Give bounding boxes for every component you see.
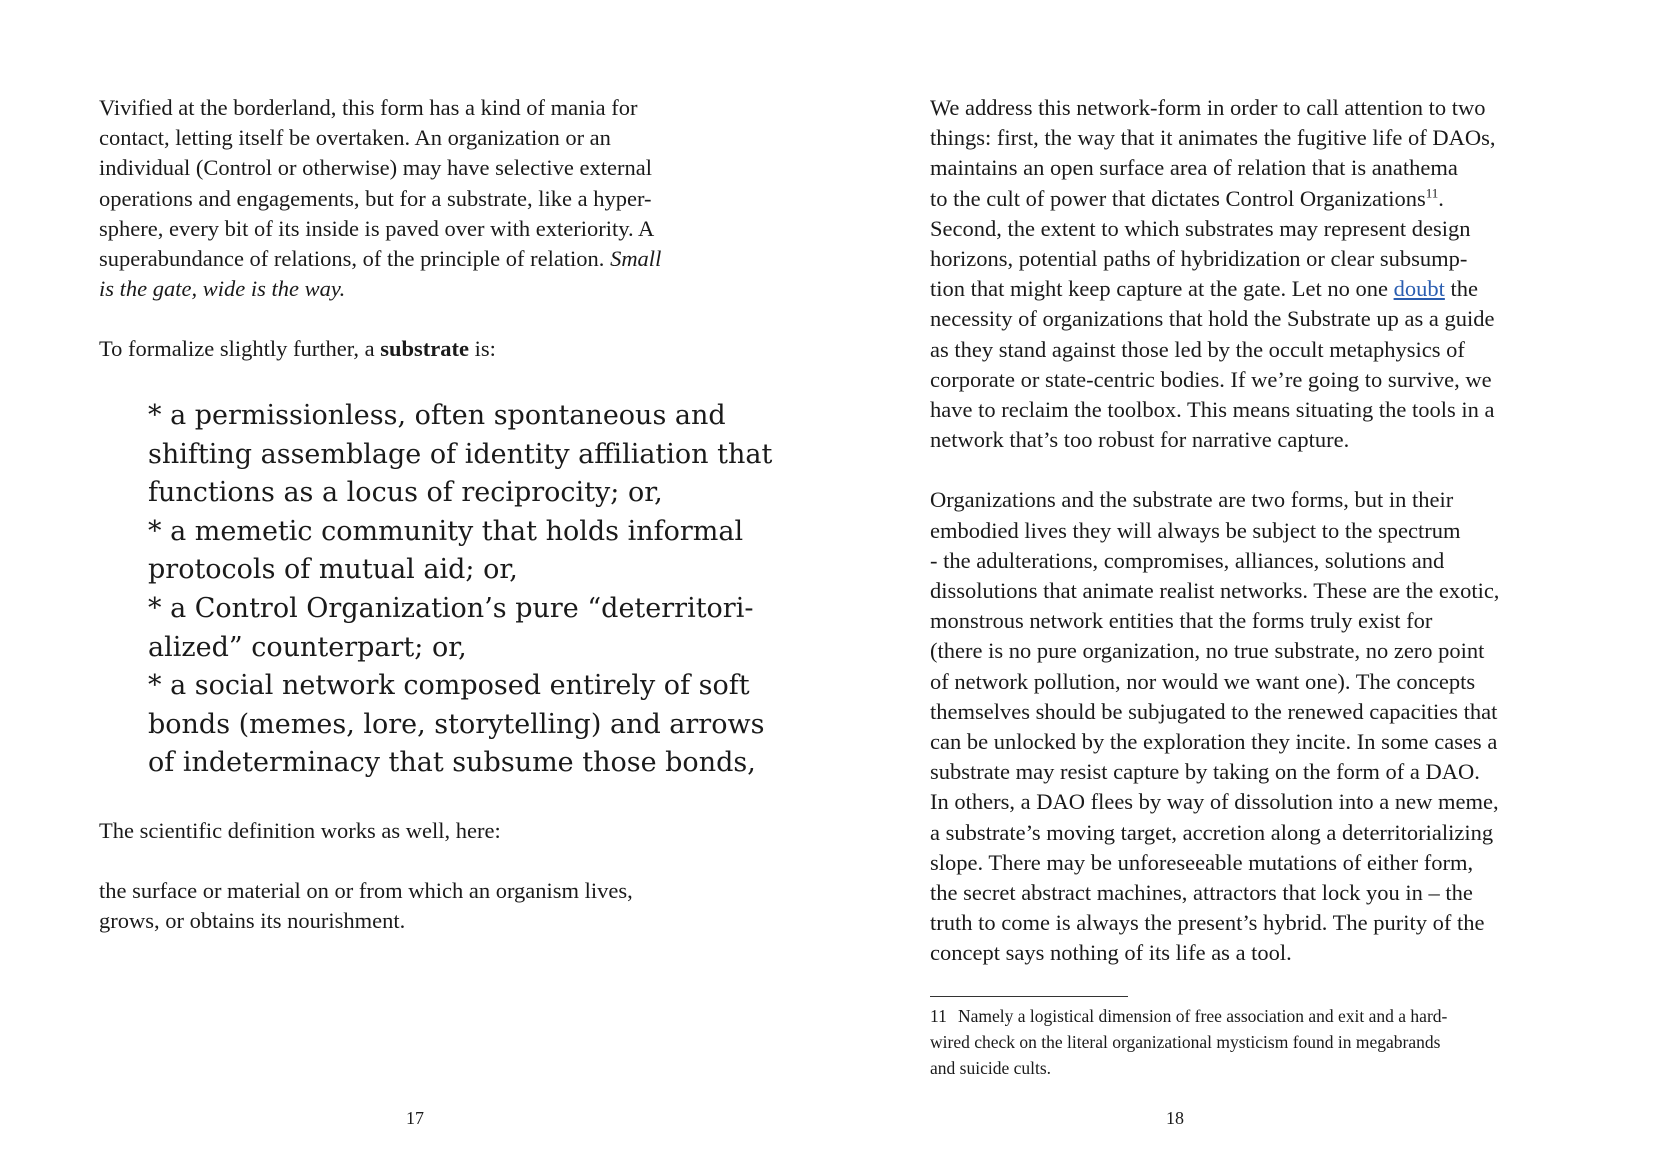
text-line: network that’s too robust for narrative capture.	[930, 427, 1350, 453]
paragraph-network-form	[930, 93, 1570, 455]
text-line: truth to come is always the present’s hybrid. The purity of the	[930, 910, 1485, 936]
text-line: contact, letting itself be overtaken. An organization or an	[99, 125, 611, 151]
list-line: protocols of mutual aid; or,	[148, 554, 518, 586]
bold-term-substrate: substrate	[380, 336, 469, 362]
doubt-link[interactable]: doubt	[1393, 276, 1445, 302]
footnote-divider	[930, 996, 1128, 997]
text-line	[99, 274, 739, 304]
text-line: Organizations and the substrate are two forms, but in their	[930, 487, 1454, 513]
italic-phrase: is the gate, wide is the way.	[99, 276, 346, 302]
text-line: things: first, the way that it animates the fugitive life of DAOs,	[930, 125, 1496, 151]
page-number-left: 17	[406, 1108, 424, 1128]
list-line: * a permissionless, often spontaneous and	[148, 400, 726, 431]
paragraph-organizations-substrate	[930, 485, 1570, 968]
text-line: individual (Control or otherwise) may have selective external	[99, 155, 652, 181]
footnote-number: 11	[930, 1006, 947, 1026]
text-fragment: Namely a logistical dimension of free association and exit and a hard-	[958, 1006, 1448, 1026]
text-line	[930, 274, 1570, 304]
text-line: have to reclaim the toolbox. This means situating the tools in a	[930, 397, 1495, 423]
text-fragment: to the cult of power that dictates Control Organizations	[930, 185, 1426, 211]
text-line: The scientific definition works as well, here:	[99, 818, 501, 843]
text-line: embodied lives they will always be subject to the spectrum	[930, 517, 1461, 543]
paragraph-scientific-definition	[99, 816, 739, 846]
paragraph-organism-definition	[99, 876, 739, 936]
text-line: (there is no pure organization, no true substrate, no zero point	[930, 638, 1485, 664]
paragraph-borderland	[99, 93, 739, 304]
text-line: corporate or state-centric bodies. If we’re going to survive, we	[930, 366, 1492, 392]
italic-phrase: Small	[610, 246, 662, 272]
text-fragment: is:	[468, 336, 496, 362]
substrate-definition-list	[148, 397, 773, 783]
left-text-column	[99, 93, 739, 395]
list-line: bonds (memes, lore, storytelling) and arrows	[148, 708, 765, 740]
text-line	[99, 334, 739, 364]
list-line: * a Control Organization’s pure “deterritori-	[148, 592, 754, 624]
text-line: - the adulterations, compromises, alliances, solutions and	[930, 547, 1445, 573]
footnote-line	[930, 1003, 1570, 1029]
text-line: necessity of organizations that hold the Substrate up as a guide	[930, 306, 1495, 332]
text-line: We address this network-form in order to call attention to two	[930, 95, 1486, 120]
text-line: Second, the extent to which substrates may represent design	[930, 215, 1471, 241]
text-fragment: To formalize slightly further, a	[99, 336, 381, 362]
text-line: horizons, potential paths of hybridization or clear subsump-	[930, 246, 1468, 272]
text-line: In others, a DAO flees by way of dissolution into a new meme,	[930, 789, 1499, 815]
text-line: grows, or obtains its nourishment.	[99, 908, 406, 934]
text-line: as they stand against those led by the occult metaphysics of	[930, 336, 1465, 362]
list-line: functions as a locus of reciprocity; or,	[148, 477, 663, 509]
text-fragment: superabundance of relations, of the principle of relation.	[99, 246, 611, 272]
text-line: slope. There may be unforeseeable mutations of either form,	[930, 849, 1474, 875]
list-line: shifting assemblage of identity affiliation that	[148, 438, 773, 470]
right-page	[827, 0, 1654, 1166]
text-line: maintains an open surface area of relation that is anathema	[930, 155, 1458, 181]
text-line	[99, 244, 739, 274]
text-fragment: the	[1444, 276, 1478, 302]
page-number-right: 18	[1166, 1108, 1184, 1128]
list-line: of indeterminacy that subsume those bonds,	[148, 747, 756, 779]
footnote-11	[930, 1003, 1570, 1081]
text-fragment: tion that might keep capture at the gate. Let no one	[930, 276, 1394, 302]
text-line: themselves should be subjugated to the renewed capacities that	[930, 698, 1498, 724]
text-line: dissolutions that animate realist networks. These are the exotic,	[930, 578, 1500, 604]
paragraph-formalize	[99, 334, 739, 364]
right-text-column	[930, 93, 1570, 999]
text-line: a substrate’s moving target, accretion along a deterritorializing	[930, 819, 1494, 845]
text-line: concept says nothing of its life as a tool.	[930, 940, 1292, 966]
footnote-line: wired check on the literal organizational mysticism found in megabrands	[930, 1032, 1441, 1052]
footnote-line: and suicide cults.	[930, 1058, 1052, 1078]
text-line: the secret abstract machines, attractors that lock you in – the	[930, 880, 1473, 906]
text-line: the surface or material on or from which an organism lives,	[99, 878, 633, 903]
text-line: monstrous network entities that the forms truly exist for	[930, 608, 1433, 634]
text-line: sphere, every bit of its inside is paved over with exteriority. A	[99, 215, 655, 241]
text-line: Vivified at the borderland, this form has a kind of mania for	[99, 95, 638, 120]
list-line: alized” counterpart; or,	[148, 631, 467, 663]
footnote-reference[interactable]: 11	[1425, 185, 1439, 201]
text-line: operations and engagements, but for a substrate, like a hyper-	[99, 185, 652, 211]
list-line: * a social network composed entirely of soft	[148, 670, 750, 702]
text-line: of network pollution, nor would we want one). The concepts	[930, 668, 1476, 694]
text-line: can be unlocked by the exploration they incite. In some cases a	[930, 729, 1498, 755]
text-line: to the cult of power that dictates Control Organizations$^{11}$.	[930, 185, 1444, 211]
list-line: * a memetic community that holds informal	[148, 515, 744, 547]
text-line: substrate may resist capture by taking on the form of a DAO.	[930, 759, 1480, 785]
